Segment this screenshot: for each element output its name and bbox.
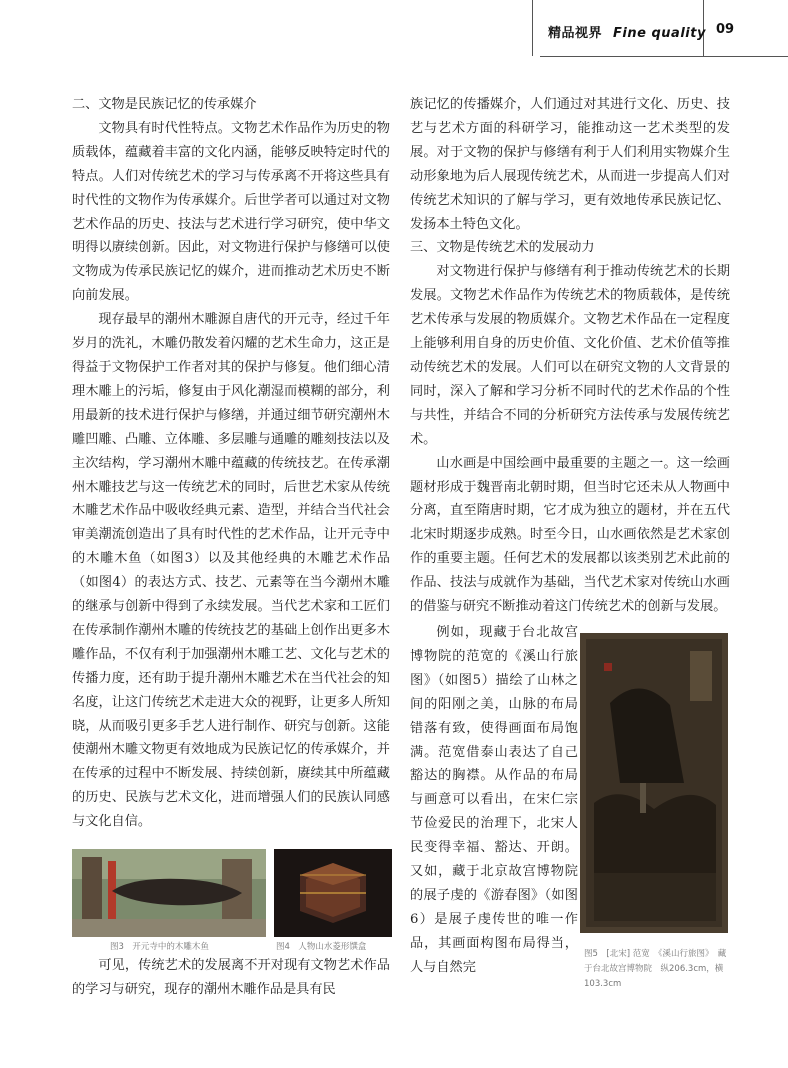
section-heading-3: 三、文物是传统艺术的发展动力 <box>410 240 595 256</box>
right-column-narrow <box>410 621 578 980</box>
section-title-en: Fine quality <box>613 26 706 41</box>
right-column <box>410 93 730 619</box>
body-paragraph: 对文物进行保护与修缮有利于推动传统艺术的长期发展。文物艺术作品作为传统艺术的物质载体，是传统艺术传承与发展的物质媒介。文物艺术作品在一定程度上能够利用自身的历史价值、文化价值、艺术价值等推动传统艺术的发展。人们可以在研究文物的人文背景的同时，深入了解和学习分析不同时代的艺术作品的个性与共性，并结合不同的分析研究方法传承与发展传统艺术。 <box>410 264 730 447</box>
section-title-cn: 精品视界 <box>548 26 603 41</box>
page-number: 09 <box>716 22 735 37</box>
body-paragraph: 现存最早的潮州木雕源自唐代的开元寺，经过千年岁月的洗礼，木雕仍散发着闪耀的艺术生命力，这正是得益于文物保护工作者对其的保护与修复。他们细心清理木雕上的污垢，修复由于风化潮湿而模糊的部分，利用最新的技术进行保护与修缮，并通过细节研究潮州木雕凹雕、凸雕、立体雕、多层雕与通雕的雕刻技法以及主次结构，学习潮州木雕中蕴藏的传统技艺。在传承潮州木雕技艺与这一传统艺术的同时，后世艺术家从传统木雕艺术作品中吸收经典元素、造型，并结合当代社会审美潮流创造出了具有时代性的艺术作品，让开元寺中的木雕木鱼（如图3）以及其他经典的木雕艺术作品（如图4）的表达方式、技艺、元素等在当今潮州木雕的继承与创新中得到了永续发展。当代艺术家和工匠们在传承制作潮州木雕的传统技艺的基础上创作出更多木雕作品，不仅有利于加强潮州木雕工艺、文化与艺术的传播力度，还有助于提升潮州木雕艺术在当代社会的知名度，让这门传统艺术走进大众的视野，让更多人所知晓，从而吸引更多手艺人进行制作、研究与创新。这能使潮州木雕文物更有效地成为民族记忆的传承媒介，并在传承的过程中不断发展、持续创新，赓续其中所蕴藏的历史、民族与艺术文化，进而增强人们的民族认同感与文化自信。 <box>72 312 390 830</box>
left-column <box>72 93 390 834</box>
page-header <box>0 0 788 70</box>
body-paragraph-continued: 族记忆的传播媒介，人们通过对其进行文化、历史、技艺与艺术方面的科研学习，能推动这一艺术类型的发展。对于文物的保护与修缮有利于人们利用实物媒介生动形象地为后人展现传统艺术，从而进一步提高人们对传统艺术知识的了解与学习，更有效地传承民族记忆、发扬本土特色文化。 <box>410 97 730 232</box>
section-title <box>548 22 706 41</box>
body-paragraph: 可见，传统艺术的发展离不开对现有文物艺术作品的学习与研究，现存的潮州木雕作品是具有民 <box>72 958 390 997</box>
figure-3-caption: 图3 开元寺中的木雕木鱼 <box>110 942 209 952</box>
figure-4-caption: 图4 人物山水菱形馔盒 <box>276 942 367 952</box>
left-column-bottom <box>72 954 390 1002</box>
section-heading-2: 二、文物是民族记忆的传承媒介 <box>72 97 257 112</box>
figure-3-wooden-fish-photo <box>72 849 266 937</box>
figure-4-food-box-photo <box>274 849 392 937</box>
body-paragraph: 山水画是中国绘画中最重要的主题之一。这一绘画题材形成于魏晋南北朝时期，但当时它还未从人物画中分离，直至隋唐时期，它才成为独立的题材，并在五代北宋时期逐步成熟。时至今日，山水画依然是艺术家创作的重要主题。任何艺术的发展都以该类别艺术此前的作品、技法与成就作为基础，当代艺术家对传统山水画的借鉴与研究不断推动着这门传统艺术的创新与发展。 <box>410 455 730 615</box>
header-divider <box>532 0 533 56</box>
body-paragraph: 文物具有时代性特点。文物艺术作品作为历史的物质载体，蕴藏着丰富的文化内涵，能够反映特定时代的特点。人们对传统艺术的学习与传承离不开将这些具有时代性的文物作为传承媒介。后世学者可以通过对文物艺术作品的历史、技法与艺术进行学习研究，使中华文明得以赓续创新。因此，对文物进行保护与修缮可以使文物成为传承民族记忆的媒介，进而推动艺术历史不断向前发展。 <box>72 120 390 304</box>
body-paragraph: 例如，现藏于台北故宫博物院的范宽的《溪山行旅图》（如图5）描绘了山林之间的阳刚之美，山脉的布局错落有致，使得画面布局饱满。范宽借泰山表达了自己豁达的胸襟。从作品的布局与画意可以看出，在宋仁宗节俭爱民的治理下，北宋人民变得幸福、豁达、开朗。又如，藏于北京故宫博物院的展子虔的《游春图》（如图6）是展子虔传世的唯一作品，其画面构图布局得当，人与自然完 <box>410 625 578 975</box>
header-underline <box>540 56 788 57</box>
figure-5-landscape-painting <box>580 633 728 933</box>
figure-5-caption: 图5 [北宋] 范宽 《溪山行旅图》 藏于台北故宫博物院 纵206.3cm，横103.3cm <box>584 949 727 989</box>
